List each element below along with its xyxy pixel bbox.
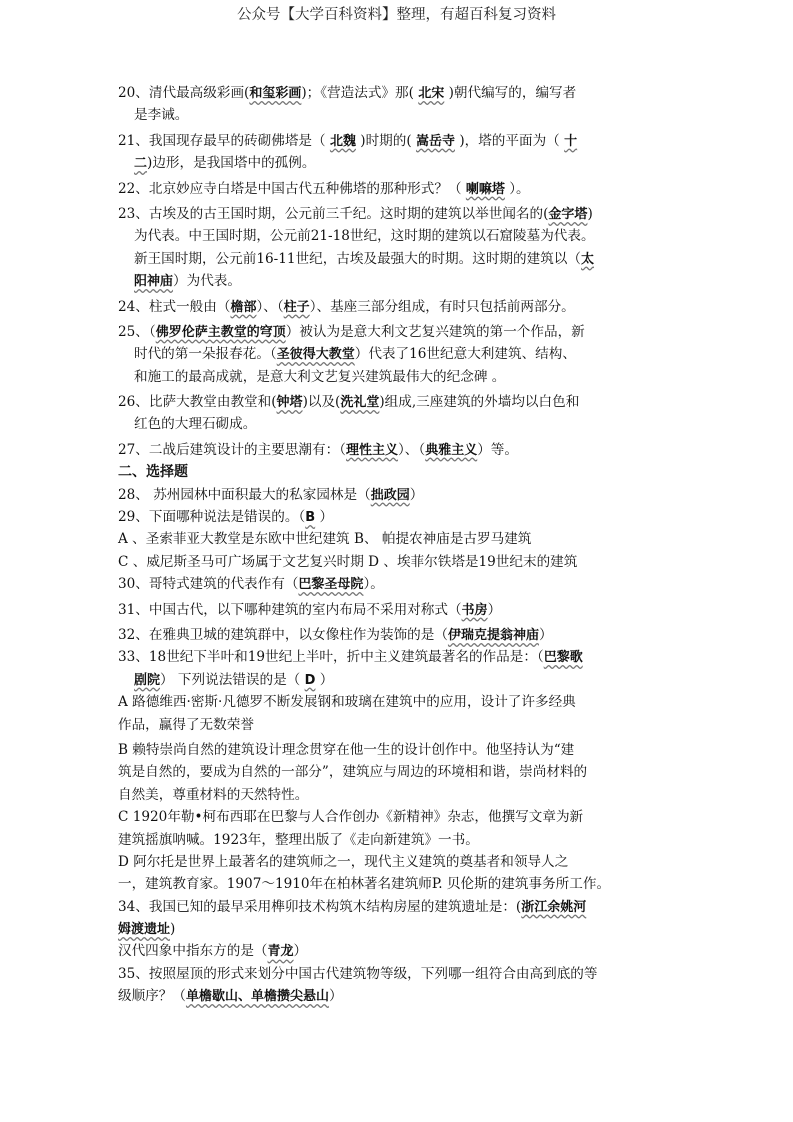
- line-text: ）被认为是意大利文艺复兴建筑的第一个作品，新: [285, 323, 585, 340]
- answer-text: 金字塔: [548, 206, 588, 222]
- text-line: [118, 985, 678, 1007]
- line-text: 自然美，尊重材料的天然特性。: [118, 786, 309, 803]
- line-text: C 1920年勒•柯布西耶在巴黎与人合作创办《新精神》杂志，他撰写文章为新: [118, 809, 584, 826]
- line-text: 二、选择题: [118, 464, 188, 481]
- line-text: ）等。: [477, 441, 518, 458]
- line-text: ）: [328, 988, 343, 1005]
- line-text: )组成,三座建筑的外墙均以白色和: [379, 394, 580, 411]
- text-line: [118, 851, 678, 873]
- line-text: 25、（: [118, 323, 156, 340]
- line-text: 27、二战后建筑设计的主要思潮有：（: [118, 441, 346, 458]
- answer-text: 青龙: [267, 944, 294, 960]
- text-line: [118, 573, 678, 595]
- text-line: [118, 225, 678, 247]
- text-line: [118, 669, 678, 691]
- text-line: [118, 413, 678, 435]
- line-text: )时期的(: [355, 132, 416, 149]
- text-line: [118, 829, 678, 851]
- line-text: 35、按照屋顶的形式来划分中国古代建筑物等级，下列哪一组符合由高到底的等: [118, 965, 598, 982]
- line-text: 20、清代最高级彩画(: [118, 85, 250, 101]
- text-line: [118, 248, 678, 270]
- line-text: 建筑摇旗呐喊。1923年，整理出版了《走向新建筑》一书。: [118, 831, 479, 848]
- text-line: [118, 270, 678, 292]
- line-text: ): [170, 921, 176, 938]
- line-text: 为代表。中王国时期，公元前21-18世纪，这时期的建筑以石窟陵墓为代表。: [134, 228, 595, 245]
- answer-text: 嵩岳寺: [415, 133, 455, 149]
- text-line: [118, 691, 678, 713]
- text-line: [118, 624, 678, 646]
- text-line: [118, 784, 678, 806]
- line-text: 和施工的最高成就，是意大利文艺复兴建筑最伟大的纪念碑 。: [134, 368, 506, 385]
- text-line: [118, 873, 678, 895]
- section-heading: [118, 461, 678, 483]
- text-line: [118, 739, 678, 761]
- line-text: 24、柱式一般由（: [118, 298, 231, 315]
- text-line: [118, 130, 678, 152]
- answer-text: 阳神庙: [134, 274, 174, 290]
- text-line: [118, 551, 678, 573]
- text-line: [118, 296, 678, 318]
- line-text: 30、哥特式建筑的代表作有（: [118, 576, 299, 593]
- text-line: [118, 599, 678, 621]
- text-line: [118, 484, 678, 506]
- line-text: 26、比萨大教堂由教堂和(: [118, 394, 277, 411]
- line-text: ）。: [363, 576, 384, 593]
- text-line: [118, 343, 678, 365]
- line-text: 33、18世纪下半叶和19世纪上半叶，折中主义建筑最著名的作品是：（: [118, 649, 544, 666]
- line-text: 23、古埃及的古王国时期，公元前三千纪。这时期的建筑以举世闻名的(: [118, 205, 549, 222]
- answer-text: 拙政园: [370, 487, 410, 503]
- line-text: C 、威尼斯圣马可广场属于文艺复兴时期 D 、埃菲尔铁塔是19世纪末的建筑: [118, 553, 578, 570]
- text-line: [118, 439, 678, 461]
- text-line: [118, 896, 678, 918]
- text-line: [118, 918, 678, 940]
- text-line: [118, 761, 678, 783]
- line-text: 31、中国古代，以下哪种建筑的室内布局不采用对称式（: [118, 601, 462, 618]
- answer-text: 理性主义: [346, 442, 399, 458]
- line-text: ）: [315, 509, 334, 526]
- line-text: ）代表了16世纪意大利建筑、结构、: [354, 346, 576, 363]
- text-line: [118, 714, 678, 736]
- line-text: ）为代表。: [173, 273, 241, 290]
- text-line: [118, 203, 678, 225]
- line-text: 红色的大理石砌成。: [134, 416, 257, 433]
- page-header: 公众号【大学百科资料】整理，有超百科复习资料: [237, 7, 556, 23]
- line-text: ）、（: [256, 298, 284, 315]
- answer-text: 喇嘛塔: [465, 181, 505, 197]
- answer-text: 二: [134, 156, 148, 172]
- line-text: 28、 苏州园林中面积最大的私家园林是（: [118, 486, 371, 503]
- line-text: D 阿尔托是世界上最著名的建筑师之一，现代主义建筑的奠基者和领导人之: [118, 853, 569, 870]
- text-line: [118, 646, 678, 668]
- answer-text: 檐部: [230, 299, 257, 315]
- answer-text: 十: [564, 133, 578, 149]
- answer-text: 北魏: [329, 133, 356, 149]
- line-text: 22、北京妙应寺白塔是中国古代五种佛塔的那种形式？（: [118, 180, 466, 197]
- answer-text: B: [305, 510, 316, 526]
- line-text: 32、在雅典卫城的建筑群中，以女像柱作为装饰的是（: [118, 626, 448, 643]
- answer-text: 柱子: [283, 299, 310, 315]
- text-line: [118, 391, 678, 413]
- line-text: 21、我国现存最早的砖砌佛塔是（: [118, 132, 330, 149]
- answer-text: D: [304, 672, 316, 688]
- text-line: [118, 366, 678, 388]
- line-text: 汉代四象中指东方的是（: [118, 943, 268, 960]
- answer-text: 太: [581, 251, 595, 267]
- text-line: [118, 806, 678, 828]
- answer-text: 剧院: [134, 672, 161, 688]
- answer-text: 和玺彩画: [249, 86, 302, 101]
- answer-text: 浙江余姚河: [521, 899, 587, 915]
- text-line: [118, 506, 678, 528]
- line-text: ）: [487, 601, 502, 618]
- answer-text: 单檐歇山、单檐攒尖悬山: [185, 989, 329, 1005]
- line-text: 29、下面哪种说法是错误的。（: [118, 509, 306, 526]
- text-line: [118, 104, 678, 126]
- text-line: [118, 528, 678, 550]
- line-text: A 、圣索菲亚大教堂是东欧中世纪建筑 B、 帕提农神庙是古罗马建筑: [118, 531, 532, 548]
- answer-text: 姆渡遗址: [118, 922, 171, 938]
- answer-text: 书房: [461, 602, 488, 618]
- line-text: B 赖特崇尚自然的建筑设计理念贯穿在他一生的设计创作中。他坚持认为“建: [118, 741, 575, 758]
- line-text: ）: [538, 626, 553, 643]
- text-line: [118, 940, 678, 962]
- answer-text: 北宋: [418, 86, 445, 101]
- line-text: ): [587, 205, 593, 222]
- line-text: ）: [409, 486, 424, 503]
- line-text: 新王国时期，公元前16-11世纪，古埃及最强大的时期。这时期的建筑以（: [134, 250, 581, 267]
- answer-text: 钟塔: [276, 395, 303, 411]
- line-text: 一，建筑教育家。1907～1910年在柏林著名建筑师P. 贝伦斯的建筑事务所工作。: [118, 876, 611, 893]
- line-text: ）: [315, 671, 334, 688]
- text-line: [118, 82, 678, 104]
- text-line: [118, 178, 678, 200]
- document-body: [118, 82, 678, 1008]
- answer-text: 典雅主义: [425, 442, 478, 458]
- line-text: ）: [293, 943, 308, 960]
- answer-text: 巴黎圣母院: [298, 577, 364, 593]
- line-text: )边形，是我国塔中的孤例。: [147, 155, 316, 172]
- answer-text: 洗礼堂: [340, 395, 380, 411]
- text-line: [118, 321, 678, 343]
- answer-text: 巴黎歌: [543, 650, 583, 666]
- line-text: ）。: [504, 180, 530, 197]
- line-text: ）、基座三部分组成，有时只包括前两部分。: [309, 298, 575, 315]
- line-text: ） 下列说法错误的是（: [160, 671, 305, 688]
- line-text: )，塔的平面为（: [455, 132, 565, 149]
- line-text: 作品，赢得了无数荣誉: [118, 716, 254, 733]
- line-text: 筑是自然的，要成为自然的一部分”，建筑应与周边的环境相和谐，崇尚材料的: [118, 764, 588, 781]
- line-text: )以及(: [302, 394, 341, 411]
- line-text: A 路德维西·密斯·凡德罗不断发展钢和玻璃在建筑中的应用，设计了许多经典: [118, 694, 576, 711]
- answer-text: 佛罗伦萨主教堂的穹顶: [155, 324, 286, 340]
- line-text: 34、我国已知的最早采用榫卯技术构筑木结构房屋的建筑遗址是：(: [118, 898, 522, 915]
- line-text: 时代的第一朵报春花。（: [134, 346, 277, 363]
- line-text: )朝代编写的，编写者: [444, 85, 577, 101]
- line-text: )；《营造法式》那(: [301, 85, 419, 101]
- answer-text: 圣彼得大教堂: [276, 347, 355, 363]
- text-line: [118, 152, 678, 174]
- line-text: 是李诫。: [134, 107, 189, 124]
- text-line: [118, 963, 678, 985]
- line-text: ）、（: [398, 441, 426, 458]
- answer-text: 伊瑞克提翁神庙: [447, 627, 539, 643]
- line-text: 级顺序？（: [118, 988, 186, 1005]
